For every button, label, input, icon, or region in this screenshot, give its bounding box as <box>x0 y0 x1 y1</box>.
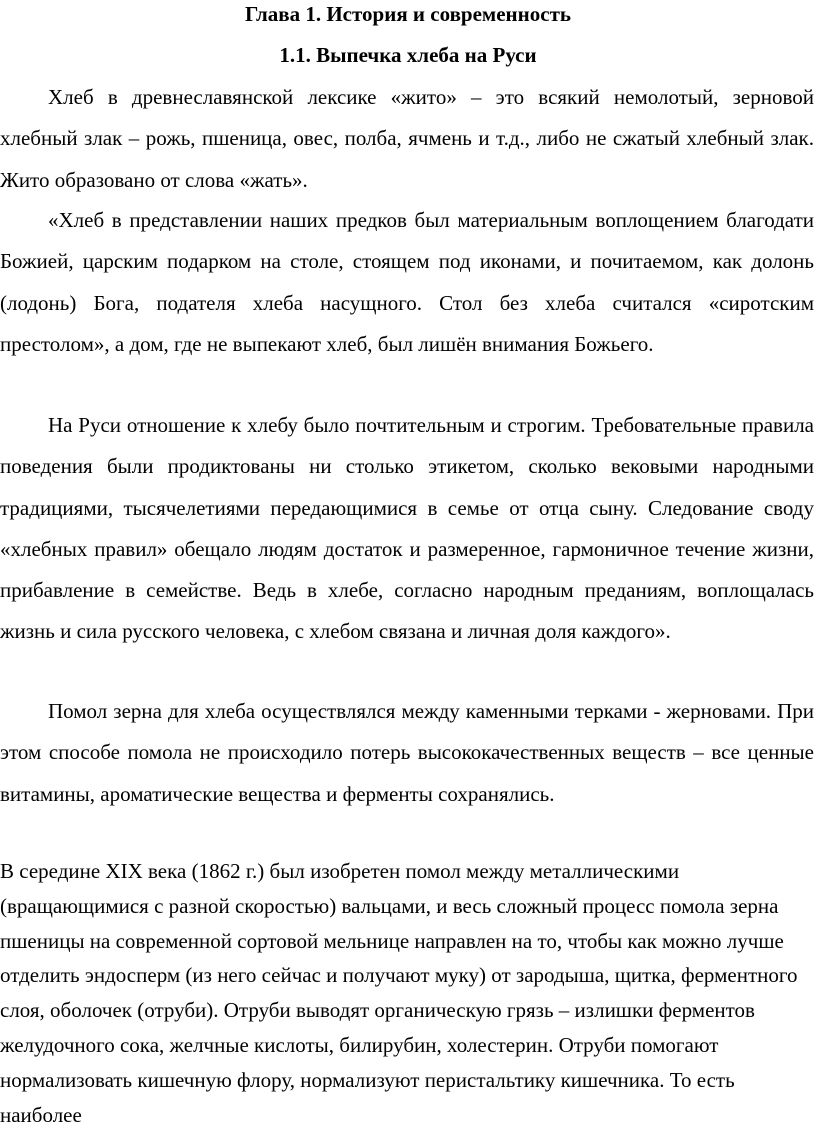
chapter-title: Глава 1. История и современность <box>244 2 571 26</box>
paragraph-millstones: Помол зерна для хлеба осуществлялся между каменными терками - жерновами. При этом способе помола не происходило потерь высококачественных веществ – все ценные витамины, ароматические вещества и ферменты сохранялись. <box>0 699 814 806</box>
paragraph-bread-rules: На Руси отношение к хлебу было почтительным и строгим. Требовательные правила поведения были продиктованы ни столько этикетом, сколько вековыми народными традициями, тысячелетиями передающимися в семье от отца сыну. Следование своду «хлебных правил» обещало людям достаток и размеренное, гармоничное течение жизни, прибавление в семействе. Ведь в хлебе, согласно народным преданиям, воплощалась жизнь и сила русского человека, с хлебом связана и личная доля каждого». <box>0 413 814 644</box>
paragraph-zhito-definition: Хлеб в древнеславянской лексике «жито» – это всякий немолотый, зерновой хлебный злак – рожь, пшеница, овес, полба, ячмень и т.д., либо не сжатый хлебный злак. Жито образовано от слова «жать». <box>0 85 814 192</box>
section-title: 1.1. Выпечка хлеба на Руси <box>279 43 537 67</box>
paragraph-roller-milling: В середине XIX века (1862 г.) был изобретен помол между металлическими (вращающимися с разной скоростью) вальцами, и весь сложный процесс помола зерна пшеницы на современной сортовой мельнице направлен на то, чтобы как можно лучше отделить эндосперм (из него сейчас и получают муку) от зародыша, щитка, ферментного слоя, оболочек (отруби). Отруби выводят органическую грязь – излишки ферментов желудочного сока, желчные кислоты, билирубин, холестерин. Отруби помогают нормализовать кишечную флору, нормализуют перистальтику кишечника. То есть наиболее <box>0 859 798 1127</box>
paragraph-bread-tradition: «Хлеб в представлении наших предков был материальным воплощением благодати Божией, царским подарком на столе, стоящем под иконами, и почитаемом, как долонь (лодонь) Бога, подателя хлеба насущного. Стол без хлеба считался «сиротским престолом», а дом, где не выпекают хлеб, был лишён внимания Божьего. <box>0 208 814 356</box>
